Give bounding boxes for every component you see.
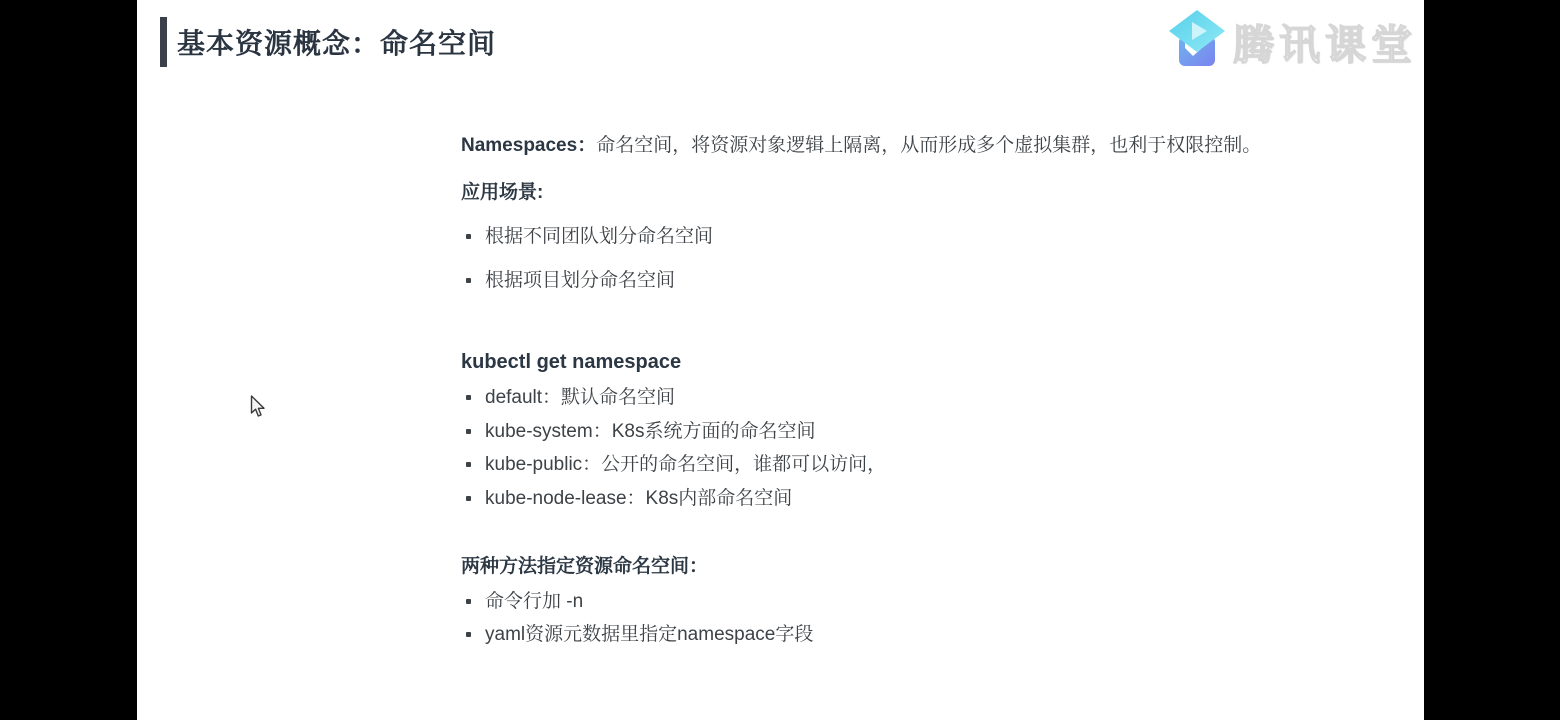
bullet-dot-icon bbox=[466, 234, 471, 239]
tencent-classroom-watermark bbox=[1167, 8, 1417, 74]
letterbox-left bbox=[0, 0, 137, 720]
mouse-cursor-icon bbox=[250, 395, 267, 419]
bullet-text: yaml资源元数据里指定namespace字段 bbox=[485, 624, 814, 645]
graduation-cap-play-icon bbox=[1167, 8, 1227, 74]
brand-text: 腾讯课堂 bbox=[1233, 21, 1417, 68]
bullet-dot-icon bbox=[466, 599, 471, 604]
list-item bbox=[466, 269, 675, 293]
intro-term: Namespaces bbox=[461, 135, 578, 156]
intro-line bbox=[461, 134, 1261, 158]
bullet-dot-icon bbox=[466, 395, 471, 400]
list-item bbox=[466, 487, 792, 511]
bullet-dot-icon bbox=[466, 462, 471, 467]
bullet-text: 根据项目划分命名空间 bbox=[485, 270, 676, 291]
bullet-dot-icon bbox=[466, 496, 471, 501]
list-item bbox=[466, 420, 815, 444]
bullet-dot-icon bbox=[466, 632, 471, 637]
bullet-text: kube-system：K8s系统方面的命名空间 bbox=[485, 421, 816, 442]
intro-colon: ： bbox=[577, 135, 597, 156]
bullet-dot-icon bbox=[466, 278, 471, 283]
bullet-text: kube-public：公开的命名空间，谁都可以访问， bbox=[485, 454, 887, 475]
bullet-text: 命令行加 -n bbox=[485, 591, 584, 612]
page-title: 基本资源概念：命名空间 bbox=[177, 28, 497, 59]
bullet-dot-icon bbox=[466, 429, 471, 434]
list-item bbox=[466, 623, 813, 647]
intro-description: 命名空间，将资源对象逻辑上隔离，从而形成多个虚拟集群，也利于权限控制。 bbox=[596, 135, 1262, 156]
section-heading-two-methods: 两种方法指定资源命名空间： bbox=[461, 556, 709, 577]
bullet-text: default：默认命名空间 bbox=[485, 387, 676, 408]
presentation-slide bbox=[137, 0, 1424, 720]
slide-title-row bbox=[160, 17, 496, 67]
bullet-text: 根据不同团队划分命名空间 bbox=[485, 226, 714, 247]
bullet-text: kube-node-lease：K8s内部命名空间 bbox=[485, 488, 793, 509]
list-item bbox=[466, 225, 713, 249]
section-heading-kubectl: kubectl get namespace bbox=[461, 351, 682, 373]
letterbox-right bbox=[1424, 0, 1560, 720]
list-item bbox=[466, 453, 886, 477]
section-heading-use-cases: 应用场景: bbox=[461, 182, 544, 203]
list-item bbox=[466, 386, 675, 410]
list-item bbox=[466, 590, 583, 614]
title-accent-bar bbox=[160, 17, 167, 67]
